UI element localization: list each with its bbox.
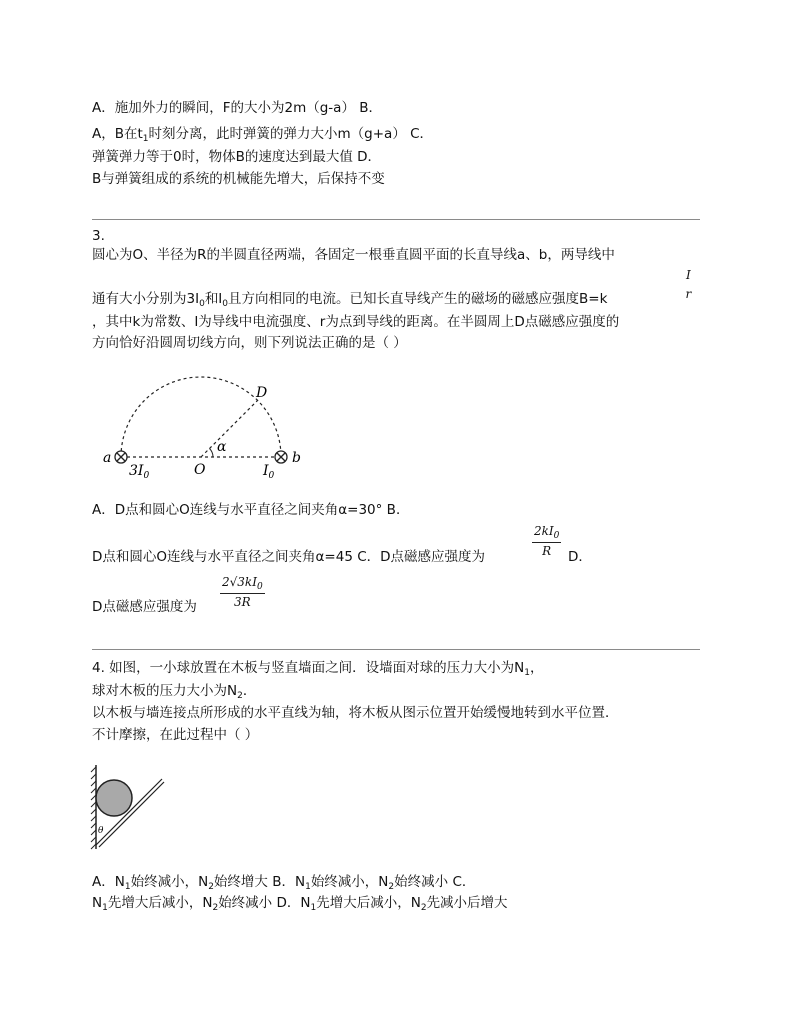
q2-option-b-part1: A，B在t	[92, 126, 143, 142]
q3-stem-line3: ，其中k为常数、I为导线中电流强度、r为点到导线的距离。在半圆周上D点磁感应强度的	[92, 314, 620, 330]
q3-option-d-fraction	[220, 575, 265, 609]
q4-stem-line2-part2: ．	[242, 683, 257, 699]
q3-stem-line4: 方向恰好沿圆周切线方向，则下列说法正确的是（ ）	[92, 335, 407, 351]
q4-stem-line1-part1: 4. 如图，一小球放置在木板与竖直墙面之间．设墙面对球的压力大小为N	[92, 660, 525, 676]
q2-option-b	[92, 125, 433, 148]
q3-semicircle-figure	[95, 375, 315, 485]
q3-stem-line2-part3: 且方向相同的电流。已知长直导线产生的磁场的磁感应强度B=k	[228, 291, 608, 307]
label-alpha: α	[217, 439, 227, 455]
formula-denominator: r	[685, 287, 692, 301]
q3-option-d: D点磁感应强度为	[92, 599, 197, 615]
q3-stem-line2	[92, 290, 607, 313]
divider-2	[92, 649, 700, 650]
q3-stem-line2-part1: 通有大小分别为3I	[92, 291, 200, 307]
q2-option-b-part2: 时刻分离，此时弹簧的弹力大小m（g+a） C．	[148, 126, 434, 142]
q3-option-b-c	[92, 548, 485, 566]
q4-stem-line1-part2: ，	[530, 660, 544, 676]
q4-stem-line2-part1: 球对木板的压力大小为N	[92, 683, 238, 699]
q3-formula-i-over-r	[684, 268, 693, 301]
label-a: a	[103, 450, 112, 466]
subscript: 0	[199, 299, 205, 309]
subscript: 1	[142, 134, 149, 144]
q4-options-line2: $N_1$先增大后减小，$N_2$始终减小 D．$N_1$先增大后减小，$N_2$先减小后增大	[92, 895, 508, 913]
q3-number: 3.	[92, 228, 105, 244]
q4-options-line1: A．$N_1$始终减小，$N_2$始终增大 B．$N_1$始终减小，$N_2$始终减小 C．	[92, 874, 476, 892]
angle-arc	[210, 449, 214, 458]
radius-od	[201, 400, 258, 457]
q4-stem-line1	[92, 659, 544, 682]
q3-option-c-fraction	[532, 524, 561, 558]
q3-option-b-text: D点和圆心O连线与水平直径之间夹角α=45 C．D点磁感应强度为	[92, 549, 486, 565]
ball	[96, 780, 132, 816]
q2-option-c: 弹簧弹力等于0时，物体B的速度达到最大值 D．	[92, 149, 382, 165]
label-b: b	[292, 450, 301, 466]
wire-b-symbol	[275, 451, 287, 463]
q4-ball-board-figure	[88, 763, 168, 855]
fraction-denominator: R	[542, 544, 552, 558]
q2-option-d: B与弹簧组成的系统的机械能先增大，后保持不变	[92, 171, 385, 187]
fraction-numerator: $2√3kI_0$	[222, 575, 263, 592]
q4-stem-line3: 以木板与墙连接点所形成的水平直线为轴，将木板从图示位置开始缓慢地转到水平位置．	[92, 705, 619, 721]
fraction-numerator: $2kI_0$	[534, 524, 560, 541]
divider-1	[92, 219, 700, 220]
q3-option-d-label: D．	[568, 549, 592, 565]
q2-option-a: A．施加外力的瞬间，F的大小为2m（g-a） B．	[92, 100, 383, 116]
label-3i0: $3I_0$	[129, 463, 150, 481]
q3-stem-line2-part2: 和I	[204, 291, 223, 307]
q3-stem-line1: 圆心为O、半径为R的半圆直径两端，各固定一根垂直圆平面的长直导线a、b，两导线中	[92, 247, 615, 263]
wire-a-symbol	[115, 451, 127, 463]
fraction-denominator: 3R	[234, 595, 251, 609]
q4-stem-line2	[92, 682, 256, 705]
formula-numerator: I	[686, 268, 691, 282]
subscript: 2	[237, 691, 243, 701]
q3-option-a: A．D点和圆心O连线与水平直径之间夹角α=30° B．	[92, 502, 410, 518]
label-o: O	[194, 462, 206, 478]
subscript: 0	[222, 299, 229, 309]
q4-stem-line4: 不计摩擦，在此过程中（ ）	[92, 727, 259, 743]
label-theta: θ	[98, 826, 104, 836]
label-i0: $I_0$	[263, 463, 275, 481]
subscript: 1	[524, 668, 531, 678]
label-d: D	[256, 385, 268, 401]
